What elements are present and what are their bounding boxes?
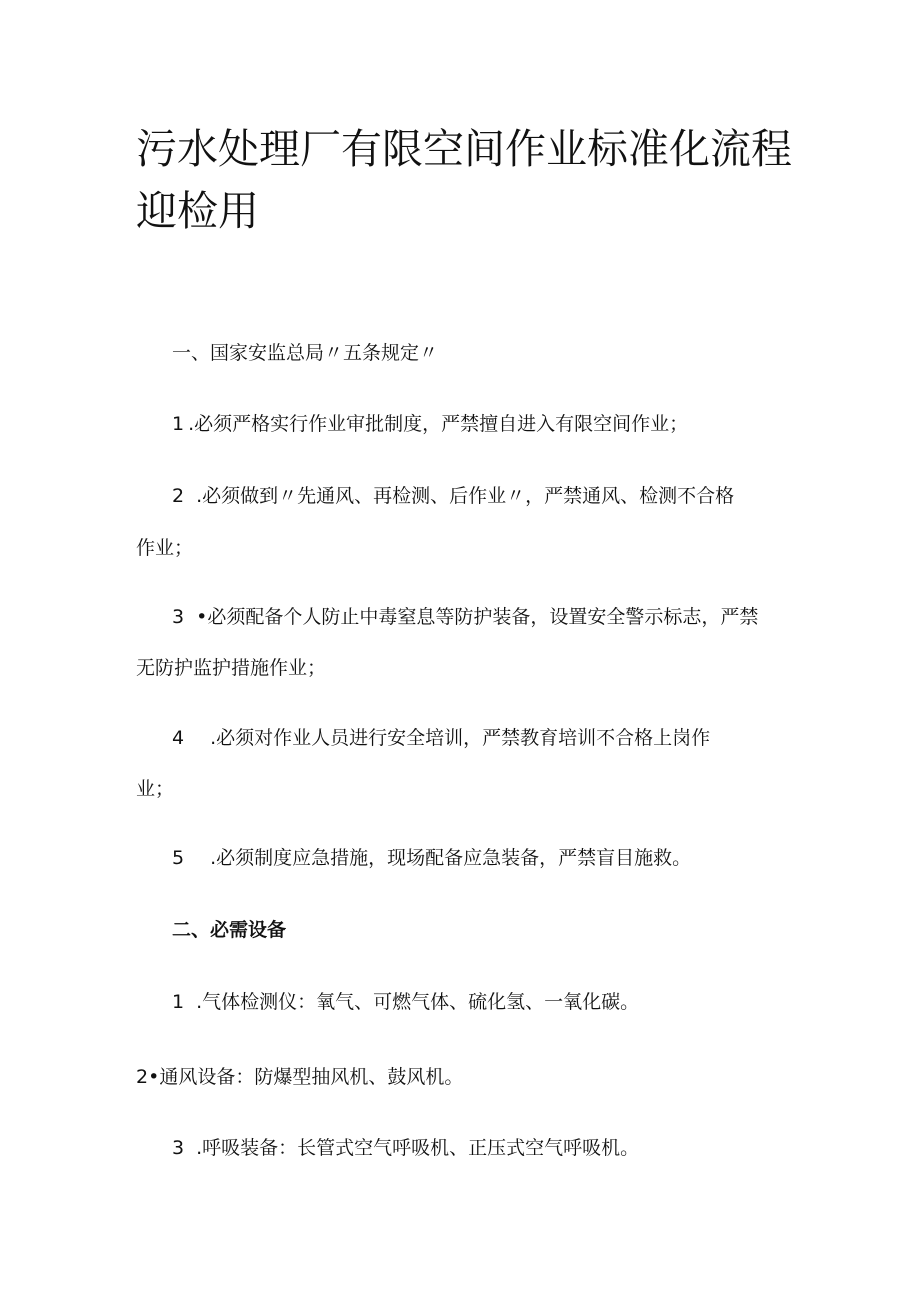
item-separator: • [196, 606, 208, 628]
item-separator: . [210, 727, 217, 749]
item-text: 必须对作业人员进行安全培训，严禁教育培训不合格上岗作 [216, 727, 711, 749]
item-number: 5 [172, 847, 185, 869]
item-text: 通风设备：防爆型抽风机、鼓风机。 [159, 1066, 464, 1088]
item-text-continued: 无防护监护措施作业； [136, 657, 327, 679]
item-number: 4 [172, 727, 185, 749]
item-text: 必须做到〃先通风、再检测、后作业〃，严禁通风、检测不合格 [202, 485, 735, 507]
item-text: 必须配备个人防止中毒窒息等防护装备，设置安全警示标志，严禁 [207, 606, 759, 628]
item-number: 2 [172, 485, 185, 507]
item-text: 气体检测仪：氧气、可燃气体、硫化氢、一氧化碳。 [202, 991, 640, 1013]
item-number: 3 [172, 1137, 185, 1159]
list-item [172, 412, 688, 436]
list-item [172, 846, 691, 870]
list-item [172, 484, 734, 508]
item-number: 2 [136, 1066, 149, 1088]
item-number: 3 [172, 606, 185, 628]
section-heading-equipment: 二、必需设备 [172, 919, 287, 941]
item-number: 1 [172, 413, 185, 435]
item-separator: • [148, 1066, 160, 1088]
item-text-continued: 作业； [136, 537, 194, 559]
item-separator: . [196, 991, 203, 1013]
item-separator: . [188, 413, 195, 435]
item-separator: . [196, 1137, 203, 1159]
list-item [172, 1136, 639, 1160]
item-text: 必须严格实行作业审批制度，严禁擅自进入有限空间作业； [194, 413, 689, 435]
list-item [172, 605, 758, 629]
item-separator: . [210, 847, 217, 869]
item-separator: . [196, 485, 203, 507]
item-number: 1 [172, 991, 185, 1013]
item-text: 呼吸装备：长管式空气呼吸机、正压式空气呼吸机。 [202, 1137, 640, 1159]
item-text: 必须制度应急措施，现场配备应急装备，严禁盲目施救。 [216, 847, 692, 869]
section-heading-regulations: 一、国家安监总局〃五条规定〃 [172, 342, 439, 364]
item-text-continued: 业； [136, 778, 175, 800]
list-item [172, 990, 639, 1014]
list-item [172, 726, 710, 750]
list-item [136, 1065, 463, 1089]
document-title: 污水处理厂有限空间作业标准化流程迎检用 [136, 125, 792, 235]
